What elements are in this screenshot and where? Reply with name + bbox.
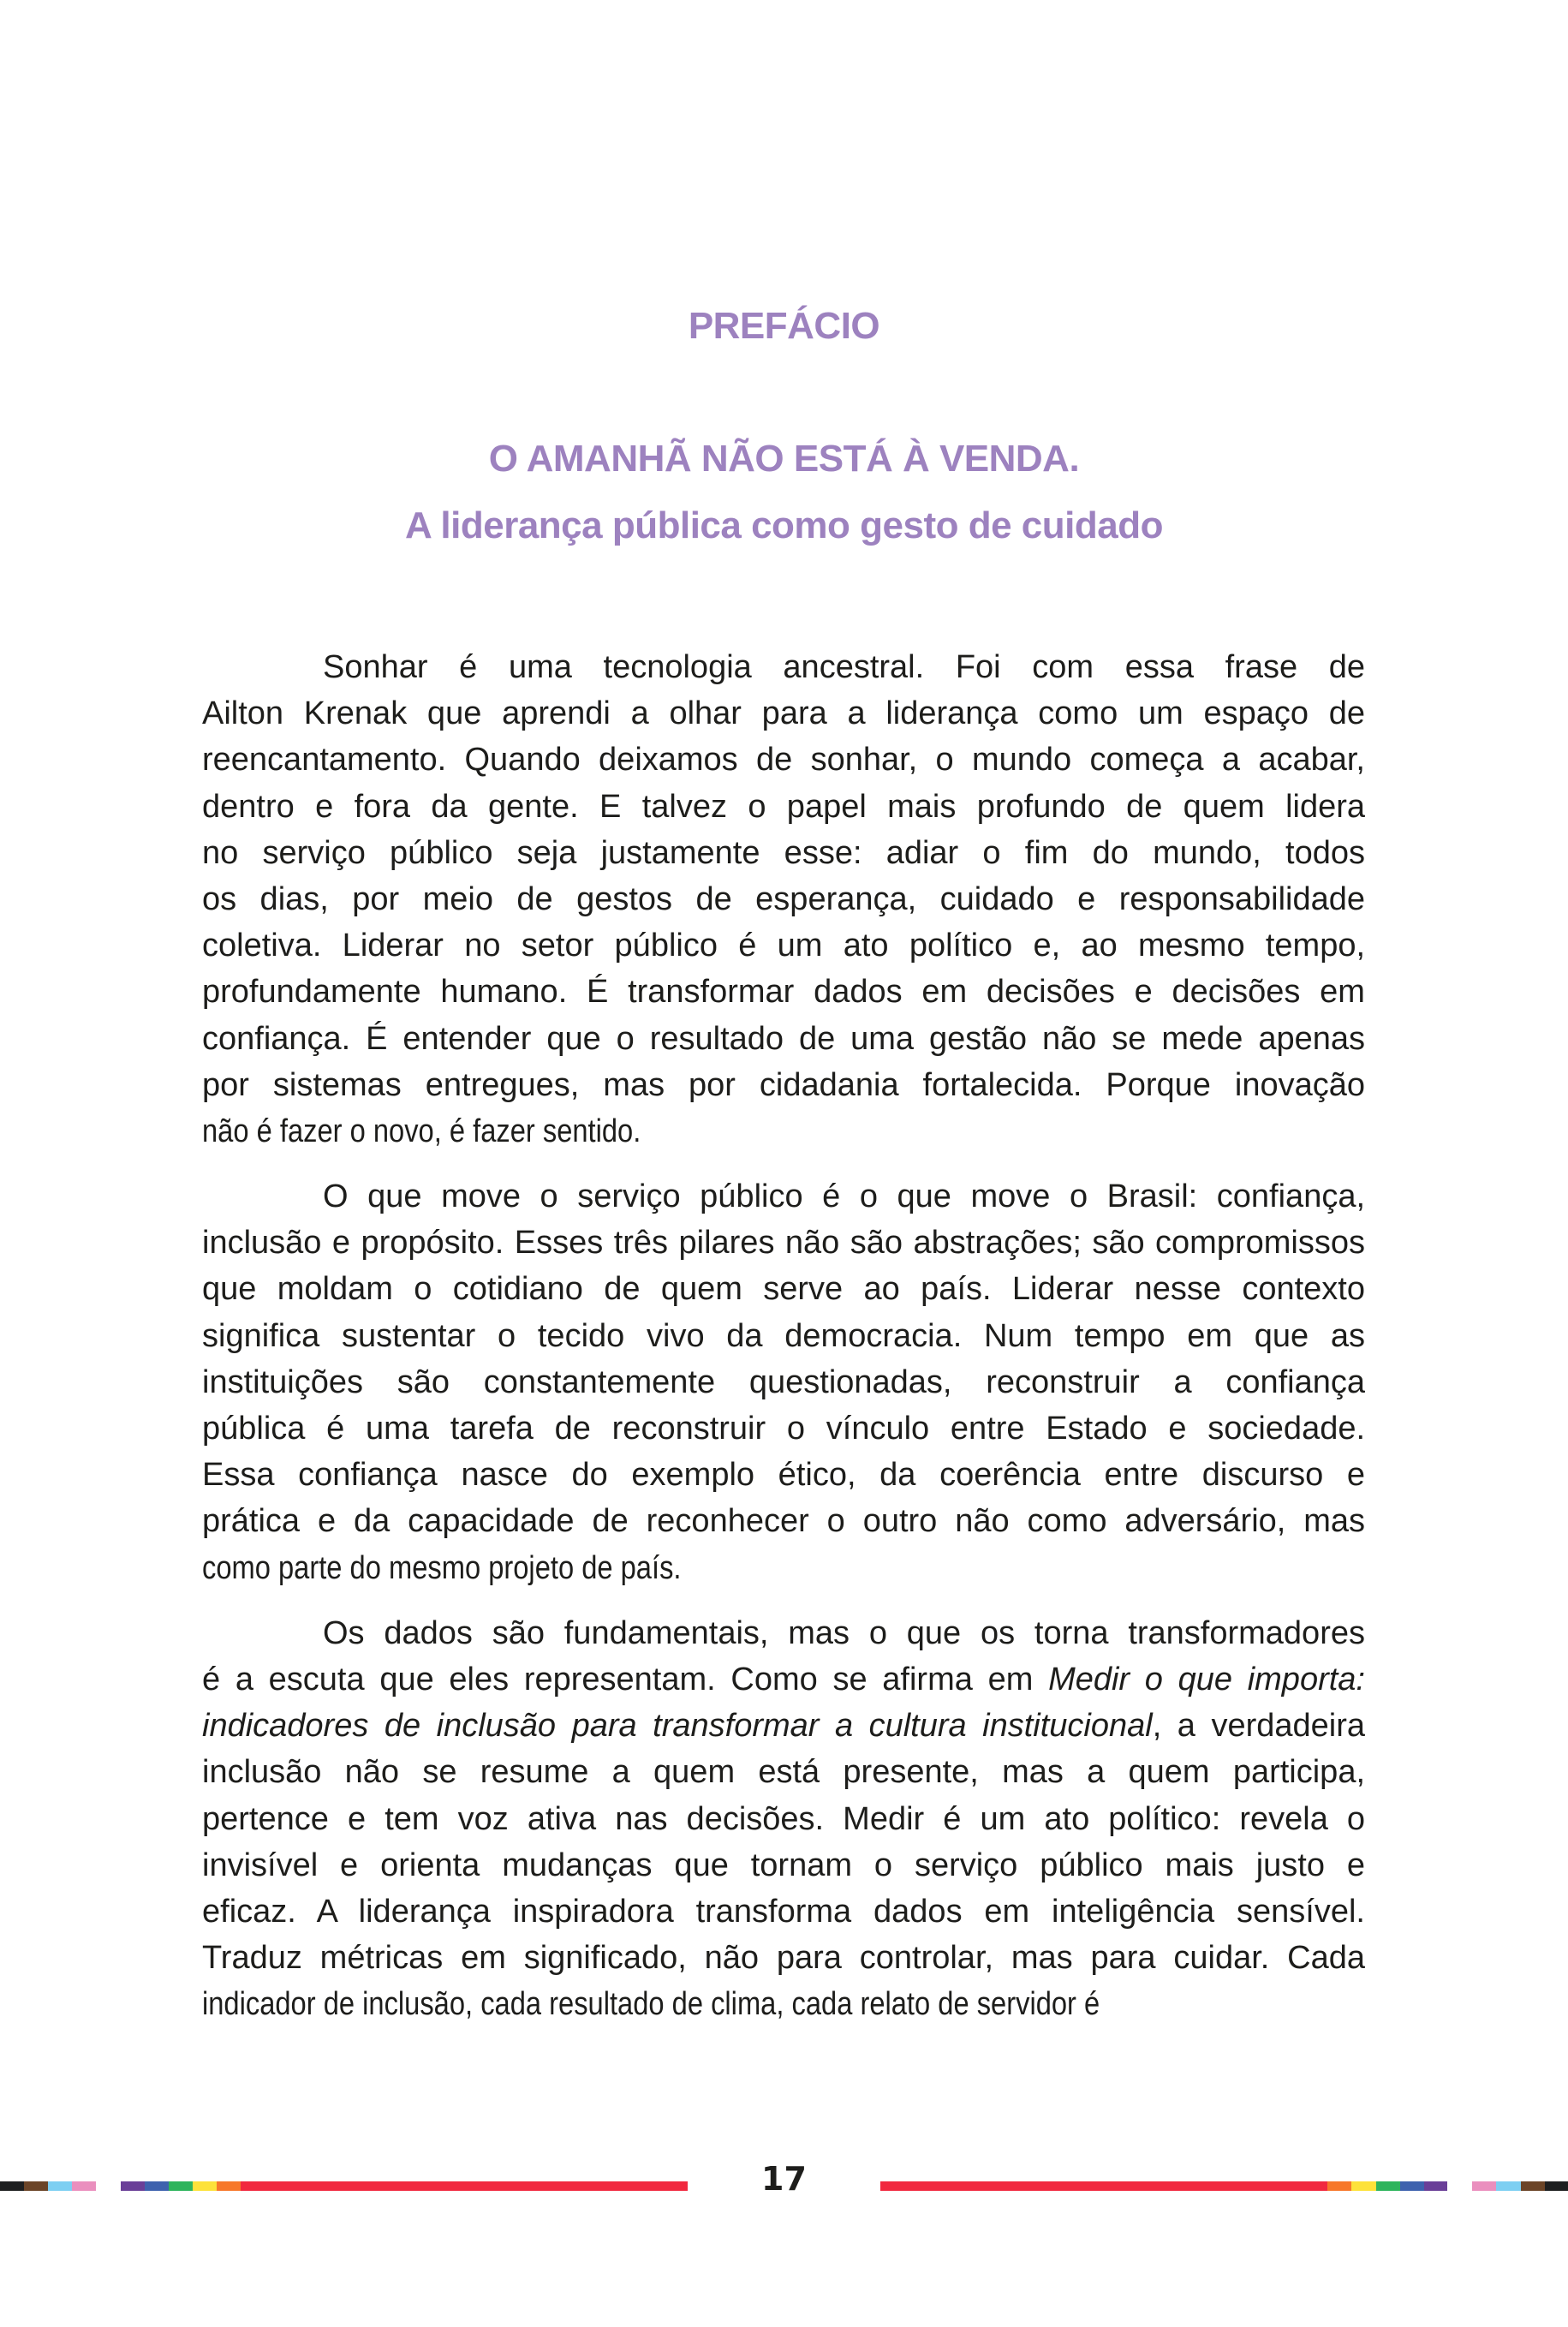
text-line bbox=[202, 1703, 1365, 1749]
text-line-content bbox=[323, 644, 1365, 690]
text-line-content bbox=[202, 1842, 1365, 1888]
text-line-content bbox=[202, 969, 1365, 1015]
text-line-content bbox=[202, 737, 1365, 783]
text-line bbox=[202, 1796, 1365, 1842]
text-line bbox=[202, 1888, 1365, 1935]
text-line bbox=[202, 1313, 1365, 1359]
text-line-content bbox=[202, 1108, 641, 1155]
page-number: 17 bbox=[761, 2160, 807, 2198]
text-run: profundamente humano. É transformar dados em decisões e decisões em bbox=[202, 974, 1365, 1011]
text-run: dentro e fora da gente. E talvez o papel mais profundo de quem lidera bbox=[202, 788, 1366, 825]
text-line bbox=[202, 1656, 1365, 1703]
text-line-content bbox=[202, 922, 1365, 969]
text-line-content bbox=[202, 690, 1365, 737]
body-text bbox=[202, 644, 1365, 2046]
text-line bbox=[202, 969, 1365, 1015]
text-run: coletiva. Liderar no setor público é um ato político e, ao mesmo tempo, bbox=[202, 928, 1366, 964]
text-run: no serviço público seja justamente esse: adiar o fim do mundo, todos bbox=[202, 834, 1366, 871]
text-run: pública é uma tarefa de reconstruir o vínculo entre Estado e sociedade. bbox=[202, 1411, 1366, 1447]
text-line bbox=[202, 784, 1365, 830]
text-run: reencantamento. Quando deixamos de sonhar, o mundo começa a acabar, bbox=[202, 742, 1365, 779]
text-line bbox=[202, 1935, 1365, 1981]
text-line bbox=[202, 1359, 1365, 1405]
text-line bbox=[202, 1016, 1365, 1062]
text-run: pertence e tem voz ativa nas decisões. Medir é um ato político: revela o bbox=[202, 1800, 1366, 1837]
text-line bbox=[202, 1842, 1365, 1888]
text-line-content bbox=[202, 876, 1365, 922]
text-line-content bbox=[202, 1062, 1365, 1108]
text-line bbox=[202, 1405, 1365, 1452]
text-line-content bbox=[202, 1313, 1365, 1359]
text-line-content bbox=[202, 1935, 1365, 1981]
chapter-subtitle: A liderança pública como gesto de cuidado bbox=[405, 504, 1163, 546]
text-run: Os dados são fundamentais, mas o que os torna transformadores bbox=[323, 1614, 1365, 1651]
cited-title: Medir o que importa: bbox=[1048, 1661, 1365, 1698]
text-line-content bbox=[202, 1405, 1365, 1452]
text-run: eficaz. A liderança inspiradora transforma dados em inteligência sensível. bbox=[202, 1893, 1365, 1930]
text-run: , a verdadeira bbox=[1152, 1708, 1366, 1745]
text-run: Essa confiança nasce do exemplo ético, da coerência entre discurso e bbox=[202, 1457, 1366, 1494]
text-line bbox=[202, 1545, 1365, 1591]
text-run: inclusão não se resume a quem está presente, mas a quem participa, bbox=[202, 1754, 1366, 1791]
text-line-content bbox=[202, 1703, 1365, 1749]
text-line bbox=[202, 1452, 1365, 1498]
text-run: invisível e orienta mudanças que tornam o serviço público mais justo e bbox=[202, 1847, 1366, 1883]
paragraph bbox=[202, 1173, 1365, 1591]
text-line-content bbox=[202, 1749, 1365, 1795]
text-run: por sistemas entregues, mas por cidadania fortalecida. Porque inovação bbox=[202, 1066, 1366, 1103]
text-run: instituições são constantemente questionadas, reconstruir a confiança bbox=[202, 1363, 1365, 1400]
text-run: não é fazer o novo, é fazer sentido. bbox=[202, 1113, 641, 1149]
text-line bbox=[202, 876, 1365, 922]
text-run: Ailton Krenak que aprendi a olhar para a liderança como um espaço de bbox=[202, 695, 1366, 732]
text-line-content bbox=[202, 1981, 1100, 2027]
text-line bbox=[202, 1173, 1365, 1220]
text-line-content bbox=[202, 1452, 1365, 1498]
text-run: O que move o serviço público é o que move o Brasil: confiança, bbox=[323, 1178, 1366, 1215]
text-line-content bbox=[202, 1656, 1365, 1703]
paragraph bbox=[202, 644, 1365, 1155]
text-run: indicador de inclusão, cada resultado de clima, cada relato de servidor é bbox=[202, 1986, 1100, 2023]
text-line bbox=[202, 1108, 1365, 1155]
text-run: Traduz métricas em significado, não para controlar, mas para cuidar. Cada bbox=[202, 1940, 1366, 1977]
text-line bbox=[202, 830, 1365, 876]
text-line-content bbox=[202, 1016, 1365, 1062]
paragraph bbox=[202, 1610, 1365, 2028]
text-line bbox=[202, 1062, 1365, 1108]
text-run: confiança. É entender que o resultado de uma gestão não se mede apenas bbox=[202, 1020, 1365, 1057]
text-line bbox=[202, 1981, 1365, 2027]
text-line bbox=[202, 1266, 1365, 1312]
text-run: prática e da capacidade de reconhecer o outro não como adversário, mas bbox=[202, 1503, 1366, 1540]
text-line-content bbox=[202, 1220, 1365, 1266]
text-line-content bbox=[202, 1266, 1365, 1312]
text-line-content bbox=[202, 830, 1365, 876]
text-line bbox=[202, 1498, 1365, 1544]
text-line-content bbox=[202, 1545, 681, 1591]
text-line bbox=[202, 922, 1365, 969]
text-line bbox=[202, 644, 1365, 690]
text-run: inclusão e propósito. Esses três pilares não são abstrações; são compromissos bbox=[202, 1225, 1365, 1262]
text-line bbox=[202, 1749, 1365, 1795]
text-run: que moldam o cotidiano de quem serve ao país. Liderar nesse contexto bbox=[202, 1271, 1365, 1308]
chapter-title-line-1: O AMANHÃ NÃO ESTÁ À VENDA. bbox=[488, 438, 1080, 480]
text-line-content bbox=[202, 1498, 1365, 1544]
text-line-content bbox=[202, 1888, 1365, 1935]
text-line bbox=[202, 1610, 1365, 1656]
text-line-content bbox=[202, 1796, 1365, 1842]
text-line-content bbox=[202, 1359, 1365, 1405]
cited-title: indicadores de inclusão para transformar a cultura institucional bbox=[202, 1708, 1153, 1745]
text-run: é a escuta que eles representam. Como se afirma em bbox=[202, 1661, 1049, 1698]
text-line bbox=[202, 1220, 1365, 1266]
text-run: como parte do mesmo projeto de país. bbox=[202, 1549, 682, 1586]
text-run: significa sustentar o tecido vivo da democracia. Num tempo em que as bbox=[202, 1317, 1366, 1354]
text-run: Sonhar é uma tecnologia ancestral. Foi com essa frase de bbox=[323, 649, 1366, 685]
text-line bbox=[202, 690, 1365, 737]
section-label: PREFÁCIO bbox=[688, 305, 880, 347]
text-line-content bbox=[202, 784, 1365, 830]
text-line-content bbox=[323, 1610, 1365, 1656]
text-line bbox=[202, 737, 1365, 783]
text-line-content bbox=[323, 1173, 1365, 1220]
text-run: os dias, por meio de gestos de esperança, cuidado e responsabilidade bbox=[202, 880, 1366, 917]
